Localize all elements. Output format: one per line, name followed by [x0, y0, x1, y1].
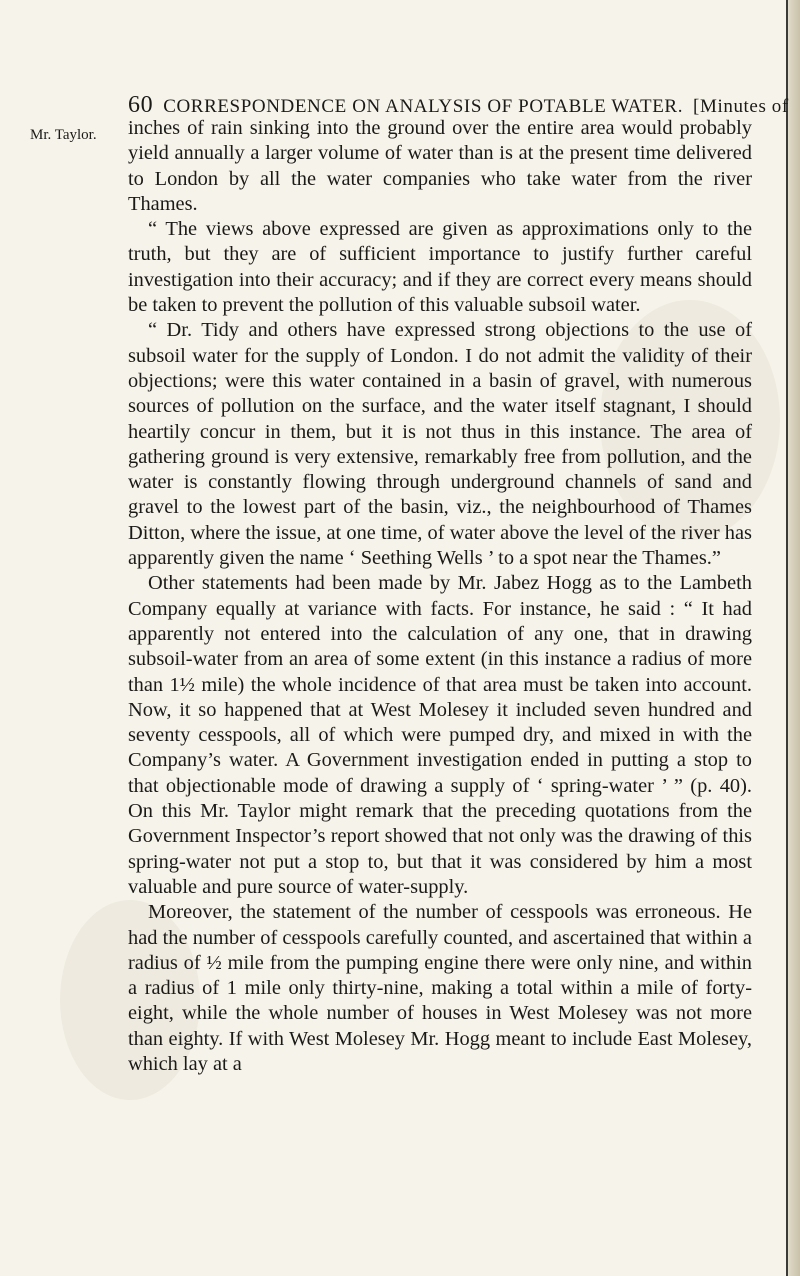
body-text [128, 116, 752, 1077]
running-header [128, 92, 789, 119]
page-edge [786, 0, 800, 1276]
page-number: 60 [128, 92, 154, 118]
header-title: CORRESPONDENCE ON ANALYSIS OF POTABLE WATER. [163, 96, 684, 117]
paragraph: inches of rain sinking into the ground over the entire area would probably yield annually a larger volume of water than is at the present time delivered to London by all the water companies who take water from the river Thames. [128, 117, 752, 215]
paragraph: “ The views above expressed are given as approximations only to the truth, but they are of sufficient importance to justify further careful investigation into their accuracy; and if they are correct every means should be taken to prevent the pollution of this valuable subsoil water. [128, 218, 752, 317]
page-edge-line [786, 0, 788, 1276]
margin-note-speaker: Mr. Taylor. [30, 127, 97, 143]
paragraph: Other statements had been made by Mr. Jabez Hogg as to the Lambeth Company equally at variance with facts. For instance, he said : “ It had apparently not entered into the calculation of any one, that in drawing subsoil-water from an area of some extent (in this instance a radius of more than 1½ mile) the whole incidence of that area must be taken into account. Now, it so happened that at West Molesey it included seven hundred and seventy cesspools, all of which were pumped dry, and mixed in with the Company’s water. A Government investigation ended in putting a stop to that objectionable mode of drawing a supply of ‘ spring-water ’ ” (p. 40). On this Mr. Taylor might remark that the preceding quotations from the Government Inspector’s report showed that not only was the drawing of this spring-water not put a stop to, but that it was considered by him a most valuable and pure source of water-supply. [128, 572, 752, 898]
paragraph: Moreover, the statement of the number of cesspools was erroneous. He had the number of cesspools carefully counted, and ascertained that within a radius of ½ mile from the pumping engine there were only nine, and within a radius of 1 mile only thirty-nine, making a total within a mile of forty-eight, while the whole number of houses in West Molesey was not more than eighty. If with West Molesey Mr. Hogg meant to include East Molesey, which lay at a [128, 901, 752, 1075]
header-section: [Minutes of [693, 96, 789, 117]
paragraph: “ Dr. Tidy and others have expressed strong objections to the use of subsoil water for the supply of London. I do not admit the validity of their objections; were this water contained in a basin of gravel, with numerous sources of pollution on the surface, and the water itself stagnant, I should heartily concur in them, but it is not thus in this instance. The area of gathering ground is very extensive, remarkably free from pollution, and the water is constantly flowing through underground channels of sand and gravel to the lowest part of the basin, viz., the neighbourhood of Thames Ditton, where the issue, at one time, of water above the level of the river has apparently given the name ‘ Seething Wells ’ to a spot near the Thames.” [128, 319, 752, 570]
